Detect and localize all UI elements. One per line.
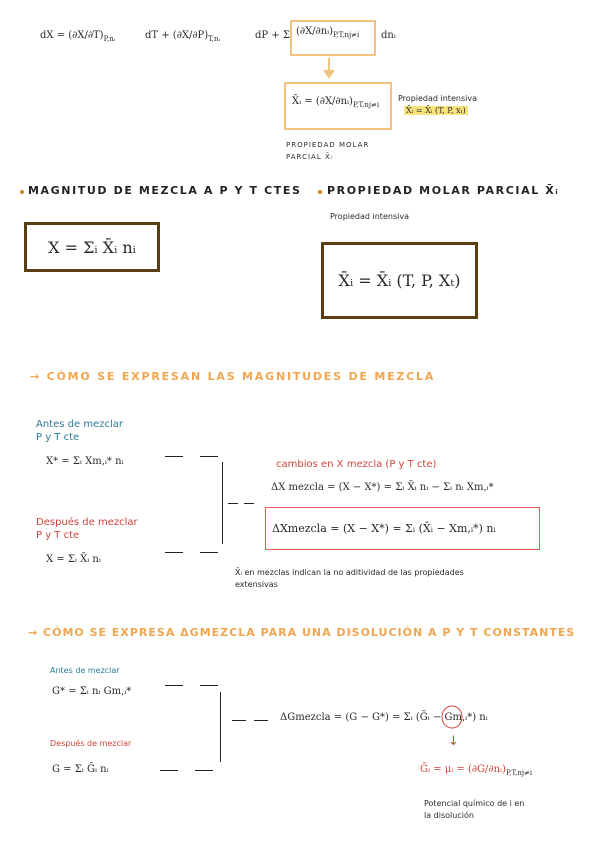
gibbs-after-equation: G = Σᵢ Ḡᵢ nᵢ	[52, 764, 109, 775]
eq-dx-term3-box: $(\partial X/\partial nᵢ)_{P,T,nj\ne i}$	[290, 20, 376, 56]
down-arrow-icon: ↓	[448, 734, 459, 749]
connector-bracket	[220, 692, 221, 762]
bullet-dot	[20, 190, 24, 194]
gibbs-before-label: Antes de mezclar	[50, 666, 120, 675]
section-partial-molar-title: PROPIEDAD MOLAR PARCIAL X̄ᵢ	[327, 184, 560, 197]
connector-line	[254, 720, 268, 721]
mixture-magnitude-box: X = Σᵢ X̄ᵢ nᵢ	[24, 222, 160, 272]
connector-line	[228, 503, 238, 504]
eq-dx-term2: dT + $(\partial X/\partial P)_{T,nᵢ}$	[145, 30, 220, 43]
eq-dx-term3-prefix: dP + Σᵢ	[255, 30, 292, 41]
non-additivity-note-line1: X̄ᵢ en mezclas indican la no aditividad de las propiedades	[235, 568, 464, 577]
before-mixing-condition: P y T cte	[36, 432, 80, 443]
connector-line	[160, 770, 178, 771]
connector-bracket	[222, 462, 223, 544]
note-intensive-formula: X̄ᵢ = X̄ᵢ (T, P, xₜ)	[406, 106, 466, 115]
pmp-label-line2: PARCIAL X̄ᵢ	[286, 153, 333, 161]
circle-highlight-icon	[440, 704, 464, 730]
delta-mixing-equation: ΔX mezcla = (X − X*) = Σᵢ X̄ᵢ nᵢ − Σᵢ nᵢ Xm,ᵢ*	[271, 482, 494, 493]
connector-line	[165, 456, 183, 457]
note-intensive-label: Propiedad intensiva	[398, 94, 477, 103]
section-gibbs-mixing-title: → CÓMO SE EXPRESA ΔGMEZCLA PARA UNA DISOLUCIÓN A P Y T CONSTANTES	[28, 626, 576, 639]
connector-line	[200, 685, 218, 686]
partial-molar-definition-box: X̄ᵢ = $(\partial X/\partial nᵢ)_{P,T,nj\ne i}$	[284, 82, 392, 130]
gibbs-after-label: Después de mezclar	[50, 739, 132, 748]
section-mixture-expression-title: → CÓMO SE EXPRESAN LAS MAGNITUDES DE MEZCLA	[30, 370, 436, 383]
delta-mixing-box: ΔXmezcla = (X − X*) = Σᵢ (X̄ᵢ − Xm,ᵢ*) nᵢ	[265, 507, 540, 550]
connector-line	[244, 503, 254, 504]
gibbs-before-equation: G* = Σᵢ nᵢ Gm,ᵢ*	[52, 686, 132, 697]
after-mixing-label: Después de mezclar	[36, 517, 138, 528]
pmp-label-line1: PROPIEDAD MOLAR	[286, 141, 370, 149]
eq-dx-term3-suffix: dnᵢ	[381, 30, 396, 41]
bullet-dot	[318, 190, 322, 194]
eq-dx-term1: dX = $(\partial X/\partial T)_{P,nᵢ}$	[40, 30, 115, 43]
section-mixture-magnitude-title: MAGNITUD DE MEZCLA A P Y T CTES	[28, 184, 302, 197]
chemical-potential-equation: Ḡᵢ = μᵢ = $(\partial G/\partial nᵢ)_{P,T,nj\ne i}$	[420, 764, 533, 777]
gibbs-delta-equation: ΔGmezcla = (G − G*) = Σᵢ (Ḡᵢ − Gm,ᵢ*) nᵢ	[280, 712, 488, 723]
connector-line	[195, 770, 213, 771]
connector-line	[200, 456, 218, 457]
connector-line	[200, 552, 218, 553]
after-mixing-equation: X = Σᵢ X̄ᵢ nᵢ	[46, 554, 101, 565]
down-arrow-icon	[322, 58, 336, 80]
before-mixing-equation: X* = Σᵢ Xm,ᵢ* nᵢ	[46, 456, 124, 467]
chemical-potential-note-line2: la disolución	[424, 811, 474, 820]
intensive-property-label: Propiedad intensiva	[330, 212, 409, 221]
mixing-changes-label: cambios en X mezcla (P y T cte)	[276, 459, 437, 470]
after-mixing-condition: P y T cte	[36, 530, 80, 541]
connector-line	[165, 552, 183, 553]
before-mixing-label: Antes de mezclar	[36, 419, 123, 430]
connector-line	[165, 685, 183, 686]
non-additivity-note-line2: extensivas	[235, 580, 278, 589]
partial-molar-function-box: X̄ᵢ = X̄ᵢ (T, P, Xₜ)	[321, 242, 478, 319]
connector-line	[232, 720, 246, 721]
chemical-potential-note-line1: Potencial químico de i en	[424, 799, 525, 808]
